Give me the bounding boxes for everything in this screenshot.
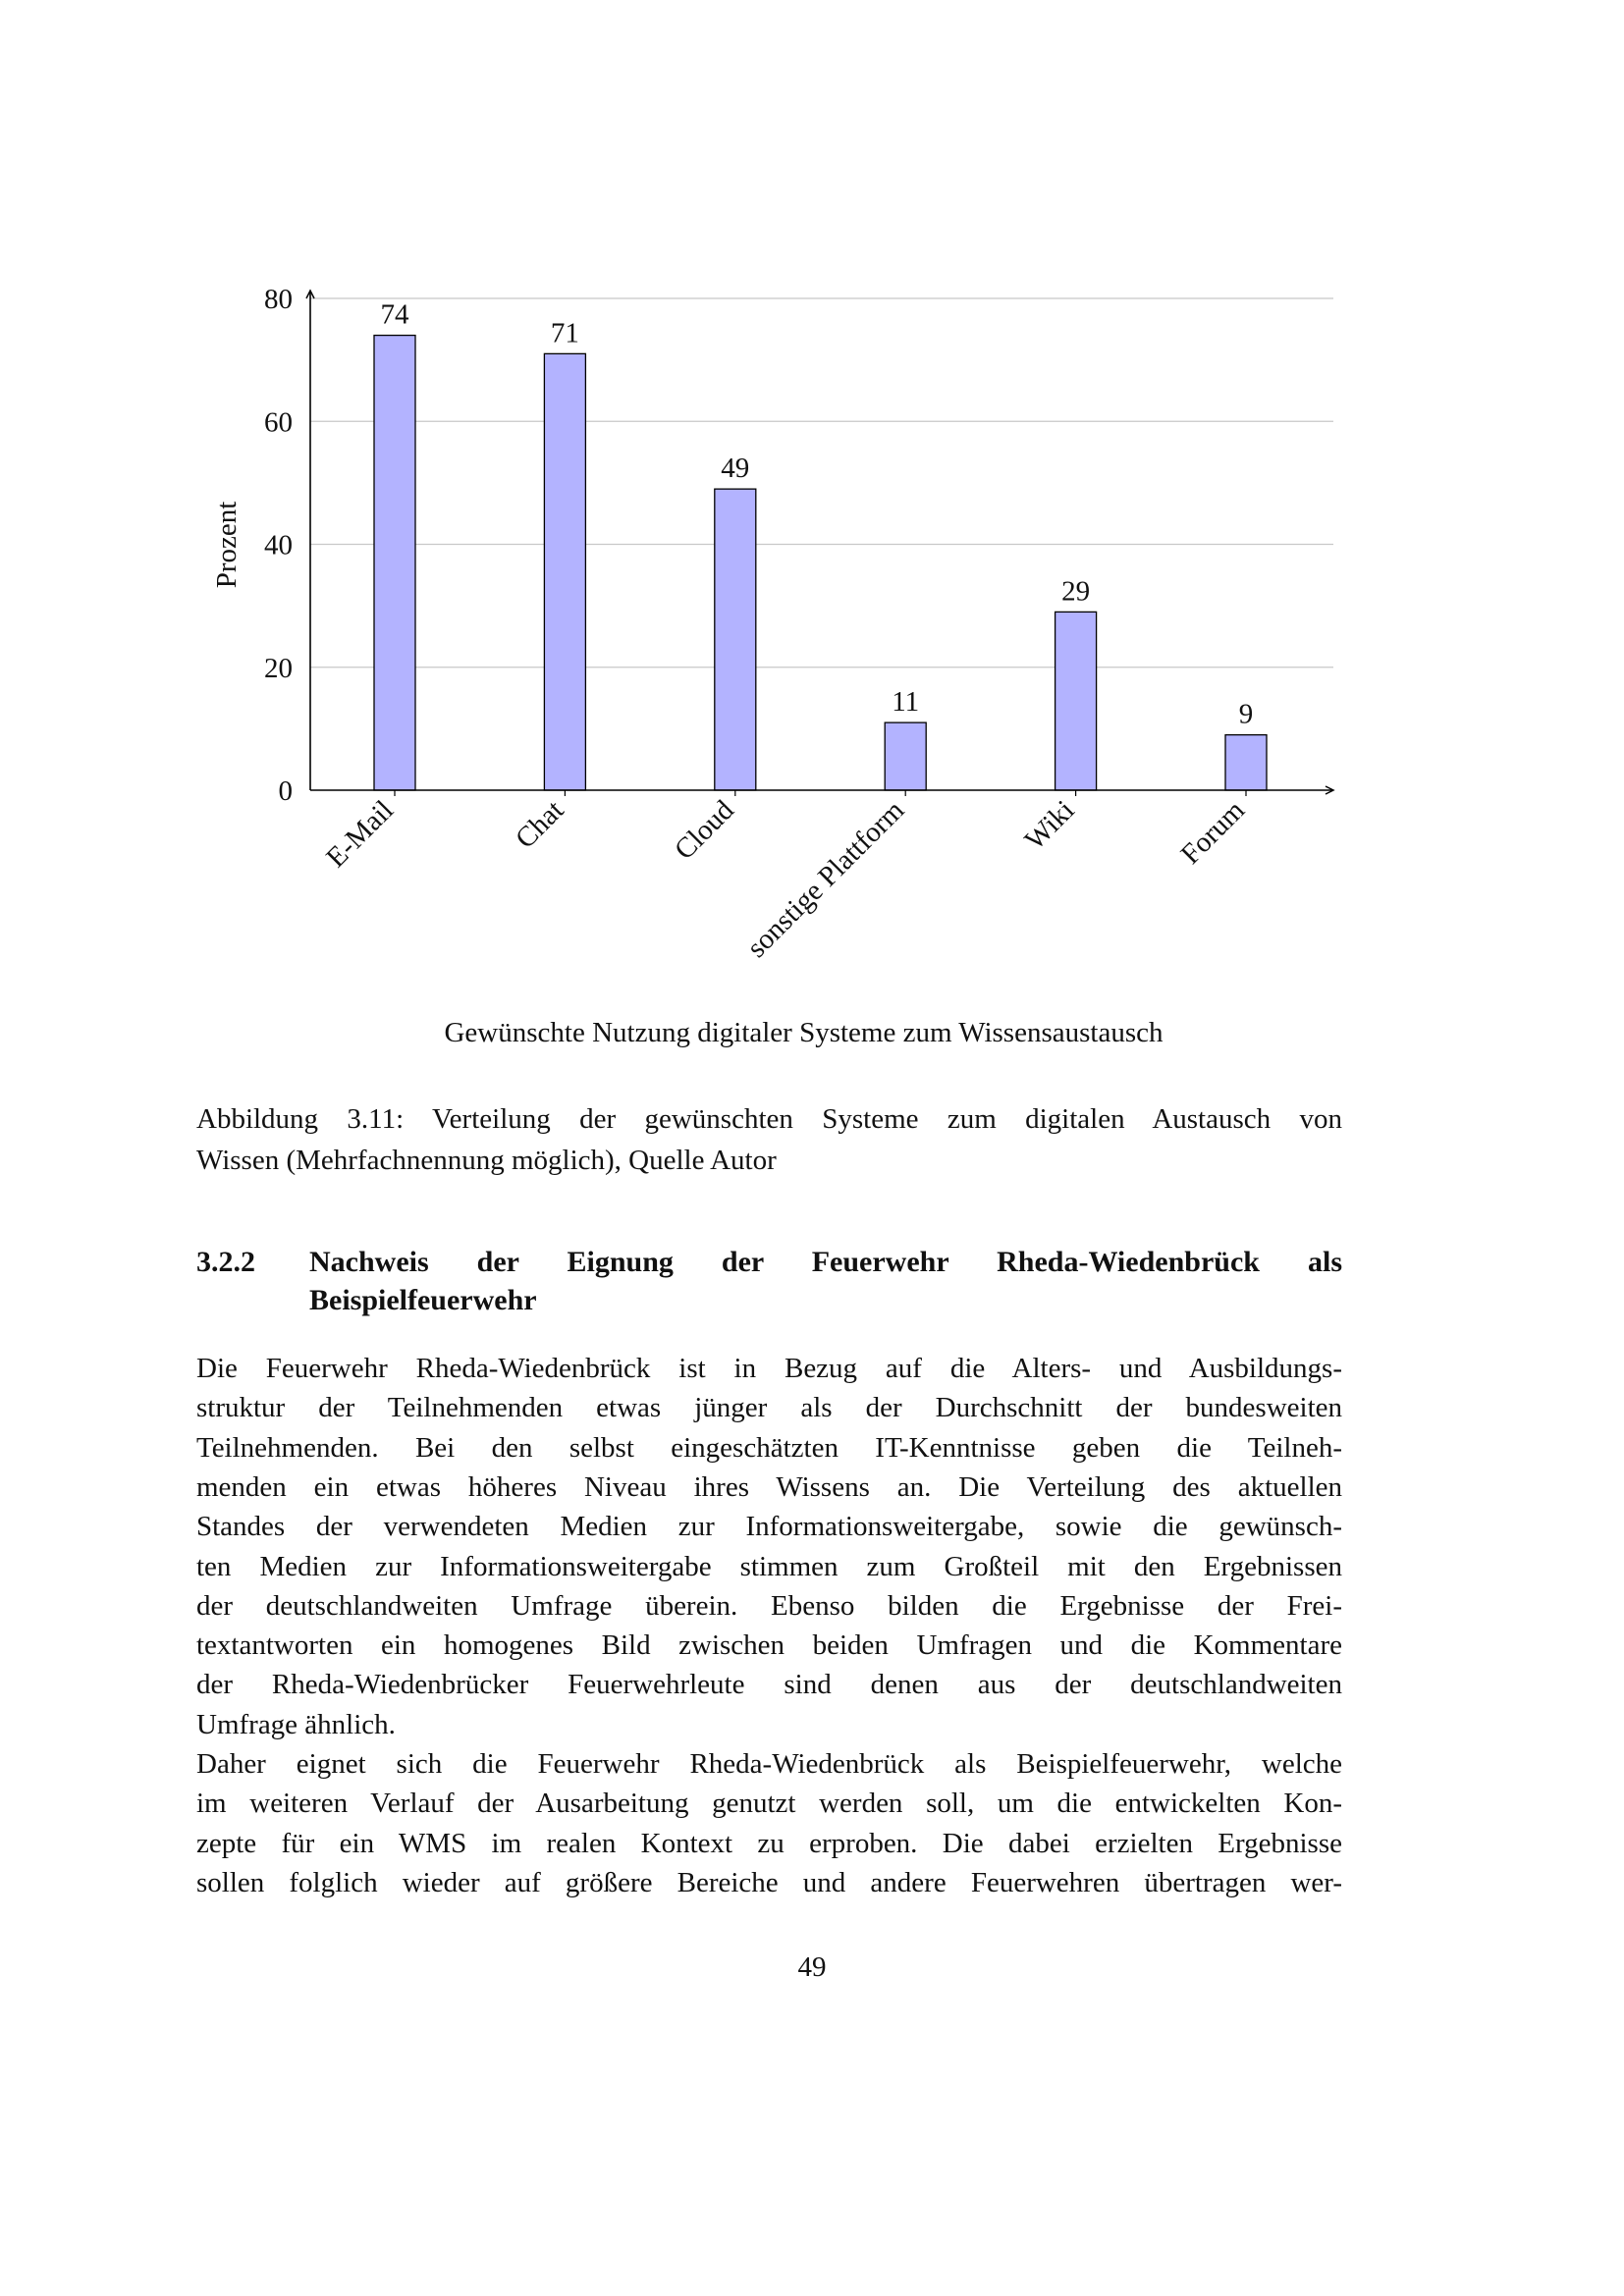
caption-line: Wissen (Mehrfachnennung möglich), Quelle Autor [196,1145,777,1176]
y-tick-label: 0 [278,775,293,807]
y-tick-label: 80 [264,284,293,315]
data-label: 49 [721,453,750,485]
bar-sonstige-plattform [885,722,926,790]
paragraph-line: Daher eignet sich die Feuerwehr Rheda-Wiedenbrück als Beispielfeuerwehr, welche [196,1748,1342,1780]
x-tick-label: E-Mail [320,794,400,875]
section-number: 3.2.2 [196,1246,255,1278]
x-tick-label: sonstige Plattform [740,794,911,964]
data-label: 11 [892,686,920,719]
bar-chart [0,0,1624,1001]
paragraph-line: Teilnehmenden. Bei den selbst eingeschätzten IT-Kenntnisse geben die Teilneh- [196,1431,1342,1464]
bar-e-mail [374,336,415,790]
paragraph-line: der deutschlandweiten Umfrage überein. Ebenso bilden die Ergebnisse der Frei- [196,1589,1342,1622]
data-label: 9 [1238,698,1254,730]
data-label: 74 [380,298,409,331]
paragraph-line: sollen folglich wieder auf größere Bereiche und andere Feuerwehren übertragen wer- [196,1866,1342,1898]
bar-wiki [1056,612,1097,790]
paragraph-line: ten Medien zur Informationsweitergabe stimmen zum Großteil mit den Ergebnissen [196,1550,1342,1582]
paragraph-line: Die Feuerwehr Rheda-Wiedenbrück ist in Bezug auf die Alters- und Ausbildungs- [196,1353,1342,1384]
x-tick-label: Forum [1174,794,1251,871]
page-number: 49 [797,1951,827,1983]
paragraph-line: menden ein etwas höheres Niveau ihres Wissens an. Die Verteilung des aktuellen [196,1470,1342,1503]
data-label: 71 [550,317,579,349]
y-tick-label: 60 [264,406,293,439]
bar-chat [544,353,585,790]
data-label: 29 [1061,575,1091,608]
paragraph-line: im weiteren Verlauf der Ausarbeitung genutzt werden soll, um die entwickelten Kon- [196,1788,1342,1820]
y-tick-label: 20 [264,652,293,684]
x-tick-label: Chat [509,794,570,855]
x-tick-label: Wiki [1018,794,1081,857]
paragraph-line: Standes der verwendeten Medien zur Informationsweitergabe, sowie die gewünsch- [196,1511,1342,1543]
caption-line: Abbildung 3.11: Verteilung der gewünschten Systeme zum digitalen Austausch von [196,1103,1342,1135]
x-tick-label: Cloud [668,794,740,867]
y-axis-label: Prozent [211,501,243,589]
bar-forum [1225,735,1267,790]
paragraph-line: zepte für ein WMS im realen Kontext zu erproben. Die dabei erzielten Ergebnisse [196,1827,1342,1859]
bar-cloud [715,489,756,790]
x-axis-label: Gewünschte Nutzung digitaler Systeme zum Wissensaustausch [444,1017,1164,1048]
y-tick-label: 40 [264,529,293,561]
section-title-line: Nachweis der Eignung der Feuerwehr Rheda-Wiedenbrück als [309,1246,1342,1278]
paragraph-line: der Rheda-Wiedenbrücker Feuerwehrleute sind denen aus der deutschlandweiten [196,1669,1342,1701]
paragraph-line: textantworten ein homogenes Bild zwischen beiden Umfragen und die Kommentare [196,1629,1342,1662]
paragraph-line: struktur der Teilnehmenden etwas jünger als der Durchschnitt der bundesweiten [196,1392,1342,1424]
section-title-line: Beispielfeuerwehr [309,1284,537,1316]
paragraph-line: Umfrage ähnlich. [196,1708,396,1740]
